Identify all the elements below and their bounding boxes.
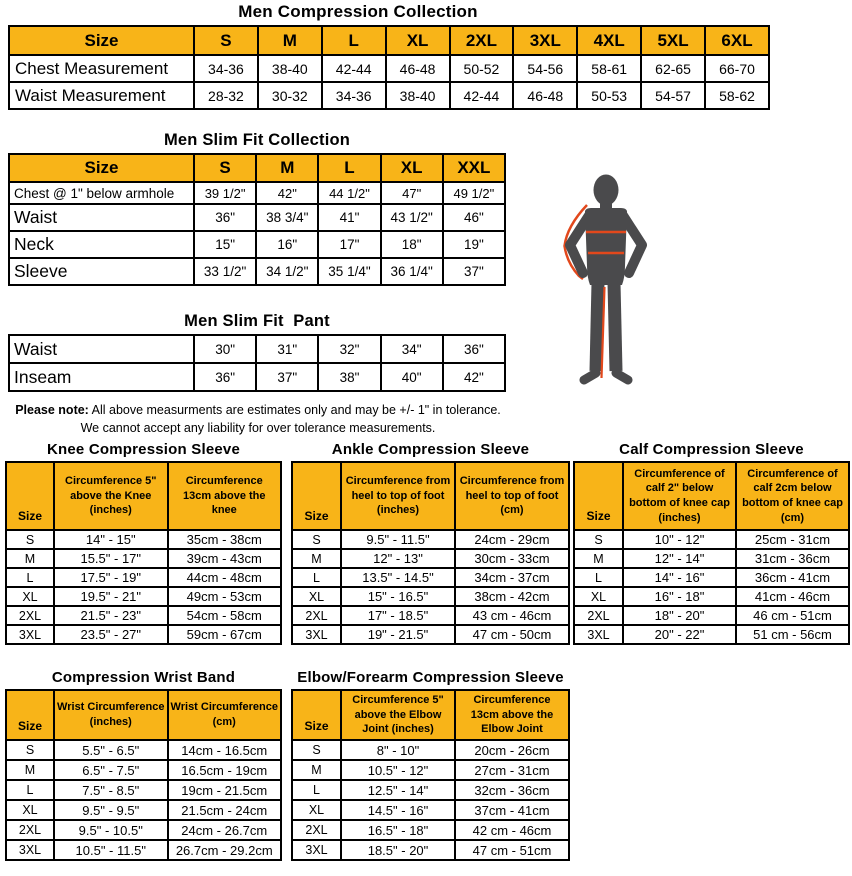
wrist-row-5 xyxy=(6,840,281,860)
calf-sleeve-title: Calf Compression Sleeve xyxy=(619,441,804,458)
wrist-cell-0-2: 14cm - 16.5cm xyxy=(168,740,282,760)
slimfit-row-1 xyxy=(9,204,505,231)
compression-cell-0-6: 54-56 xyxy=(513,55,577,82)
knee-cell-4-1: 21.5" - 23" xyxy=(54,606,168,625)
section-ankle-sleeve xyxy=(291,441,570,645)
wrist-label-1-0: M xyxy=(6,760,54,780)
wrist-cell-1-1: 6.5" - 7.5" xyxy=(54,760,168,780)
elbow-label-0-0: S xyxy=(292,740,341,760)
pant-row-0 xyxy=(9,335,505,363)
ankle-sleeve-title: Ankle Compression Sleeve xyxy=(331,441,530,458)
knee-row-4 xyxy=(6,606,281,625)
men-compression-table xyxy=(8,25,770,110)
calf-cell-0-1: 10" - 12" xyxy=(623,530,736,549)
pant-cell-0-5: 36" xyxy=(443,335,505,363)
ankle-header-2: Circumference from heel to top of foot (cm) xyxy=(455,462,569,530)
compression-cell-1-1: 28-32 xyxy=(194,82,258,109)
ankle-cell-0-1: 9.5" - 11.5" xyxy=(341,530,455,549)
wrist-cell-0-1: 5.5" - 6.5" xyxy=(54,740,168,760)
elbow-cell-1-1: 10.5" - 12" xyxy=(341,760,455,780)
slimfit-cell-2-1: 15" xyxy=(194,231,256,258)
slimfit-cell-2-5: 19" xyxy=(443,231,505,258)
elbow-sleeve-title: Elbow/Forearm Compression Sleeve xyxy=(297,669,564,686)
compression-cell-0-2: 38-40 xyxy=(258,55,322,82)
knee-cell-0-2: 35cm - 38cm xyxy=(168,530,282,549)
knee-cell-3-2: 49cm - 53cm xyxy=(168,587,282,606)
compression-cell-1-9: 58-62 xyxy=(705,82,769,109)
calf-cell-3-2: 41cm - 46cm xyxy=(736,587,849,606)
slimfit-cell-3-4: 36 1/4" xyxy=(381,258,443,285)
ankle-row-5 xyxy=(292,625,569,644)
compression-cell-1-4: 38-40 xyxy=(386,82,450,109)
section-men-compression xyxy=(8,2,770,110)
ankle-row-0 xyxy=(292,530,569,549)
elbow-cell-1-2: 27cm - 31cm xyxy=(455,760,569,780)
slimfit-cell-1-2: 38 3/4" xyxy=(256,204,318,231)
wrist-row-3 xyxy=(6,800,281,820)
ankle-cell-3-1: 15" - 16.5" xyxy=(341,587,455,606)
calf-header-0: Size xyxy=(574,462,623,530)
compression-header-1: S xyxy=(194,26,258,55)
knee-row-0 xyxy=(6,530,281,549)
wrist-row-4 xyxy=(6,820,281,840)
calf-cell-4-1: 18" - 20" xyxy=(623,606,736,625)
calf-row-2 xyxy=(574,568,849,587)
compression-cell-1-6: 46-48 xyxy=(513,82,577,109)
wrist-label-4-0: 2XL xyxy=(6,820,54,840)
elbow-row-5 xyxy=(292,840,569,860)
knee-cell-1-2: 39cm - 43cm xyxy=(168,549,282,568)
slimfit-cell-3-2: 34 1/2" xyxy=(256,258,318,285)
slimfit-cell-2-2: 16" xyxy=(256,231,318,258)
slimfit-header-0: Size xyxy=(9,154,194,182)
elbow-label-4-0: 2XL xyxy=(292,820,341,840)
ankle-header-0: Size xyxy=(292,462,341,530)
slimfit-row-0 xyxy=(9,182,505,204)
calf-row-0 xyxy=(574,530,849,549)
slimfit-label-3-0: Sleeve xyxy=(9,258,194,285)
slimfit-cell-1-3: 41" xyxy=(318,204,380,231)
slimfit-cell-1-4: 43 1/2" xyxy=(381,204,443,231)
elbow-sleeve-table xyxy=(291,689,570,861)
knee-sleeve-table xyxy=(5,461,282,645)
slimfit-cell-0-5: 49 1/2" xyxy=(443,182,505,204)
knee-cell-1-1: 15.5" - 17" xyxy=(54,549,168,568)
note-prefix: Please note: xyxy=(15,403,89,417)
knee-label-4-0: 2XL xyxy=(6,606,54,625)
figure-left-leg xyxy=(596,283,598,371)
calf-label-2-0: L xyxy=(574,568,623,587)
knee-cell-2-2: 44cm - 48cm xyxy=(168,568,282,587)
male-silhouette-svg xyxy=(556,172,656,392)
knee-label-2-0: L xyxy=(6,568,54,587)
pant-label-0-0: Waist xyxy=(9,335,194,363)
knee-label-3-0: XL xyxy=(6,587,54,606)
elbow-row-4 xyxy=(292,820,569,840)
section-calf-sleeve xyxy=(573,441,850,645)
calf-row-3 xyxy=(574,587,849,606)
compression-cell-1-2: 30-32 xyxy=(258,82,322,109)
compression-cell-0-7: 58-61 xyxy=(577,55,641,82)
wrist-row-2 xyxy=(6,780,281,800)
compression-label-0-0: Chest Measurement xyxy=(9,55,194,82)
compression-cell-1-8: 54-57 xyxy=(641,82,705,109)
pant-cell-0-1: 30" xyxy=(194,335,256,363)
pant-cell-1-4: 40" xyxy=(381,363,443,391)
male-silhouette-figure xyxy=(556,172,656,392)
note-text-2: We cannot accept any liability for over tolerance measurements. xyxy=(80,421,436,435)
elbow-header-row xyxy=(292,690,569,740)
compression-header-row xyxy=(9,26,769,55)
slimfit-row-2 xyxy=(9,231,505,258)
knee-label-0-0: S xyxy=(6,530,54,549)
slimfit-cell-1-1: 36" xyxy=(194,204,256,231)
section-men-slim-fit xyxy=(8,130,506,286)
compression-header-8: 5XL xyxy=(641,26,705,55)
compression-header-2: M xyxy=(258,26,322,55)
calf-header-row xyxy=(574,462,849,530)
wrist-label-2-0: L xyxy=(6,780,54,800)
ankle-cell-4-1: 17" - 18.5" xyxy=(341,606,455,625)
elbow-cell-3-2: 37cm - 41cm xyxy=(455,800,569,820)
calf-cell-2-2: 36cm - 41cm xyxy=(736,568,849,587)
calf-label-4-0: 2XL xyxy=(574,606,623,625)
knee-cell-2-1: 17.5" - 19" xyxy=(54,568,168,587)
elbow-row-1 xyxy=(292,760,569,780)
wrist-header-0: Size xyxy=(6,690,54,740)
wrist-header-1: Wrist Circumference (inches) xyxy=(54,690,168,740)
compression-header-9: 6XL xyxy=(705,26,769,55)
slimfit-cell-3-5: 37" xyxy=(443,258,505,285)
slimfit-cell-3-1: 33 1/2" xyxy=(194,258,256,285)
calf-label-1-0: M xyxy=(574,549,623,568)
men-slim-fit-table xyxy=(8,153,506,286)
ankle-label-5-0: 3XL xyxy=(292,625,341,644)
wrist-cell-3-1: 9.5" - 9.5" xyxy=(54,800,168,820)
ankle-cell-4-2: 43 cm - 46cm xyxy=(455,606,569,625)
elbow-cell-4-2: 42 cm - 46cm xyxy=(455,820,569,840)
calf-cell-1-2: 31cm - 36cm xyxy=(736,549,849,568)
pant-cell-1-1: 36" xyxy=(194,363,256,391)
elbow-row-0 xyxy=(292,740,569,760)
knee-header-row xyxy=(6,462,281,530)
figure-right-leg xyxy=(614,283,616,371)
wrist-header-2: Wrist Circumference (cm) xyxy=(168,690,282,740)
pant-cell-0-4: 34" xyxy=(381,335,443,363)
wrist-row-1 xyxy=(6,760,281,780)
compression-cell-1-5: 42-44 xyxy=(450,82,514,109)
wrist-cell-1-2: 16.5cm - 19cm xyxy=(168,760,282,780)
ankle-cell-5-2: 47 cm - 50cm xyxy=(455,625,569,644)
ankle-label-3-0: XL xyxy=(292,587,341,606)
calf-header-1: Circumference of calf 2" below bottom of knee cap (inches) xyxy=(623,462,736,530)
wrist-label-3-0: XL xyxy=(6,800,54,820)
slimfit-cell-2-4: 18" xyxy=(381,231,443,258)
calf-row-1 xyxy=(574,549,849,568)
elbow-row-3 xyxy=(292,800,569,820)
slimfit-cell-0-3: 44 1/2" xyxy=(318,182,380,204)
ankle-cell-2-1: 13.5" - 14.5" xyxy=(341,568,455,587)
slimfit-label-0-0: Chest @ 1" below armhole xyxy=(9,182,194,204)
knee-sleeve-title: Knee Compression Sleeve xyxy=(46,441,240,458)
calf-cell-5-2: 51 cm - 56cm xyxy=(736,625,849,644)
slimfit-cell-0-1: 39 1/2" xyxy=(194,182,256,204)
knee-row-2 xyxy=(6,568,281,587)
slimfit-header-3: L xyxy=(318,154,380,182)
men-slim-fit-title: Men Slim Fit Collection xyxy=(163,131,351,149)
wrist-cell-2-2: 19cm - 21.5cm xyxy=(168,780,282,800)
tolerance-note-line1 xyxy=(8,401,508,419)
elbow-label-2-0: L xyxy=(292,780,341,800)
pant-label-1-0: Inseam xyxy=(9,363,194,391)
pant-cell-1-5: 42" xyxy=(443,363,505,391)
slimfit-cell-0-2: 42" xyxy=(256,182,318,204)
ankle-cell-2-2: 34cm - 37cm xyxy=(455,568,569,587)
compression-header-5: 2XL xyxy=(450,26,514,55)
men-slim-fit-pant-table xyxy=(8,334,506,392)
knee-cell-0-1: 14" - 15" xyxy=(54,530,168,549)
slimfit-header-5: XXL xyxy=(443,154,505,182)
wrist-header-row xyxy=(6,690,281,740)
note-text-1: All above measurments are estimates only and may be +/- 1" in tolerance. xyxy=(88,403,501,417)
ankle-label-2-0: L xyxy=(292,568,341,587)
men-slim-fit-pant-title: Men Slim Fit Pant xyxy=(184,312,330,330)
slimfit-label-1-0: Waist xyxy=(9,204,194,231)
ankle-header-1: Circumference from heel to top of foot (inches) xyxy=(341,462,455,530)
compression-header-7: 4XL xyxy=(577,26,641,55)
knee-label-1-0: M xyxy=(6,549,54,568)
elbow-header-1: Circumference 5" above the Elbow Joint (inches) xyxy=(341,690,455,740)
ankle-row-3 xyxy=(292,587,569,606)
wrist-cell-3-2: 21.5cm - 24cm xyxy=(168,800,282,820)
compression-header-0: Size xyxy=(9,26,194,55)
knee-header-0: Size xyxy=(6,462,54,530)
wrist-cell-2-1: 7.5" - 8.5" xyxy=(54,780,168,800)
calf-header-2: Circumference of calf 2cm below bottom of knee cap (cm) xyxy=(736,462,849,530)
slimfit-header-row xyxy=(9,154,505,182)
pant-cell-0-2: 31" xyxy=(256,335,318,363)
knee-header-1: Circumference 5" above the Knee (inches) xyxy=(54,462,168,530)
knee-header-2: Circumference 13cm above the knee xyxy=(168,462,282,530)
ankle-row-4 xyxy=(292,606,569,625)
knee-cell-5-1: 23.5" - 27" xyxy=(54,625,168,644)
compression-header-4: XL xyxy=(386,26,450,55)
ankle-header-row xyxy=(292,462,569,530)
elbow-cell-5-1: 18.5" - 20" xyxy=(341,840,455,860)
slimfit-header-1: S xyxy=(194,154,256,182)
pant-cell-1-2: 37" xyxy=(256,363,318,391)
knee-label-5-0: 3XL xyxy=(6,625,54,644)
calf-cell-3-1: 16" - 18" xyxy=(623,587,736,606)
slimfit-label-2-0: Neck xyxy=(9,231,194,258)
calf-row-5 xyxy=(574,625,849,644)
ankle-cell-1-2: 30cm - 33cm xyxy=(455,549,569,568)
compression-cell-1-7: 50-53 xyxy=(577,82,641,109)
compression-row-0 xyxy=(9,55,769,82)
compression-cell-0-9: 66-70 xyxy=(705,55,769,82)
compression-cell-0-1: 34-36 xyxy=(194,55,258,82)
ankle-cell-1-1: 12" - 13" xyxy=(341,549,455,568)
elbow-cell-0-1: 8" - 10" xyxy=(341,740,455,760)
ankle-label-4-0: 2XL xyxy=(292,606,341,625)
figure-torso xyxy=(585,208,627,285)
pant-cell-1-3: 38" xyxy=(318,363,380,391)
ankle-sleeve-table xyxy=(291,461,570,645)
ankle-label-0-0: S xyxy=(292,530,341,549)
calf-label-0-0: S xyxy=(574,530,623,549)
slimfit-cell-3-3: 35 1/4" xyxy=(318,258,380,285)
calf-label-5-0: 3XL xyxy=(574,625,623,644)
elbow-cell-5-2: 47 cm - 51cm xyxy=(455,840,569,860)
slimfit-cell-1-5: 46" xyxy=(443,204,505,231)
calf-cell-1-1: 12" - 14" xyxy=(623,549,736,568)
ankle-cell-0-2: 24cm - 29cm xyxy=(455,530,569,549)
slimfit-header-4: XL xyxy=(381,154,443,182)
wrist-row-0 xyxy=(6,740,281,760)
tolerance-note xyxy=(8,401,508,437)
elbow-label-5-0: 3XL xyxy=(292,840,341,860)
compression-label-1-0: Waist Measurement xyxy=(9,82,194,109)
elbow-label-3-0: XL xyxy=(292,800,341,820)
slimfit-cell-0-4: 47" xyxy=(381,182,443,204)
compression-cell-0-8: 62-65 xyxy=(641,55,705,82)
compression-cell-0-3: 42-44 xyxy=(322,55,386,82)
section-knee-sleeve xyxy=(5,441,282,645)
knee-row-5 xyxy=(6,625,281,644)
knee-cell-3-1: 19.5" - 21" xyxy=(54,587,168,606)
elbow-cell-2-1: 12.5" - 14" xyxy=(341,780,455,800)
elbow-row-2 xyxy=(292,780,569,800)
elbow-cell-0-2: 20cm - 26cm xyxy=(455,740,569,760)
compression-cell-1-3: 34-36 xyxy=(322,82,386,109)
ankle-row-2 xyxy=(292,568,569,587)
calf-label-3-0: XL xyxy=(574,587,623,606)
calf-cell-2-1: 14" - 16" xyxy=(623,568,736,587)
wrist-band-title: Compression Wrist Band xyxy=(51,669,236,686)
wrist-label-0-0: S xyxy=(6,740,54,760)
elbow-header-0: Size xyxy=(292,690,341,740)
figure-left-foot xyxy=(584,373,596,380)
wrist-cell-4-2: 24cm - 26.7cm xyxy=(168,820,282,840)
wrist-cell-4-1: 9.5" - 10.5" xyxy=(54,820,168,840)
slimfit-row-3 xyxy=(9,258,505,285)
elbow-cell-4-1: 16.5" - 18" xyxy=(341,820,455,840)
compression-header-6: 3XL xyxy=(513,26,577,55)
ankle-row-1 xyxy=(292,549,569,568)
pant-row-1 xyxy=(9,363,505,391)
compression-header-3: L xyxy=(322,26,386,55)
ankle-cell-5-1: 19" - 21.5" xyxy=(341,625,455,644)
knee-row-1 xyxy=(6,549,281,568)
elbow-label-1-0: M xyxy=(292,760,341,780)
slimfit-cell-2-3: 17" xyxy=(318,231,380,258)
figure-right-foot xyxy=(616,373,628,380)
calf-cell-5-1: 20" - 22" xyxy=(623,625,736,644)
section-wrist-band xyxy=(5,669,282,861)
wrist-cell-5-2: 26.7cm - 29.2cm xyxy=(168,840,282,860)
ankle-label-1-0: M xyxy=(292,549,341,568)
elbow-cell-3-1: 14.5" - 16" xyxy=(341,800,455,820)
pant-cell-0-3: 32" xyxy=(318,335,380,363)
wrist-label-5-0: 3XL xyxy=(6,840,54,860)
slimfit-header-2: M xyxy=(256,154,318,182)
knee-cell-5-2: 59cm - 67cm xyxy=(168,625,282,644)
wrist-band-table xyxy=(5,689,282,861)
compression-cell-0-4: 46-48 xyxy=(386,55,450,82)
calf-cell-4-2: 46 cm - 51cm xyxy=(736,606,849,625)
wrist-cell-5-1: 10.5" - 11.5" xyxy=(54,840,168,860)
compression-cell-0-5: 50-52 xyxy=(450,55,514,82)
section-elbow-sleeve xyxy=(291,669,570,861)
ankle-cell-3-2: 38cm - 42cm xyxy=(455,587,569,606)
knee-row-3 xyxy=(6,587,281,606)
section-men-slim-fit-pant xyxy=(8,311,506,392)
compression-row-1 xyxy=(9,82,769,109)
calf-sleeve-table xyxy=(573,461,850,645)
calf-row-4 xyxy=(574,606,849,625)
knee-cell-4-2: 54cm - 58cm xyxy=(168,606,282,625)
men-compression-title: Men Compression Collection xyxy=(238,2,478,21)
calf-cell-0-2: 25cm - 31cm xyxy=(736,530,849,549)
elbow-cell-2-2: 32cm - 36cm xyxy=(455,780,569,800)
elbow-header-2: Circumference 13cm above the Elbow Joint xyxy=(455,690,569,740)
